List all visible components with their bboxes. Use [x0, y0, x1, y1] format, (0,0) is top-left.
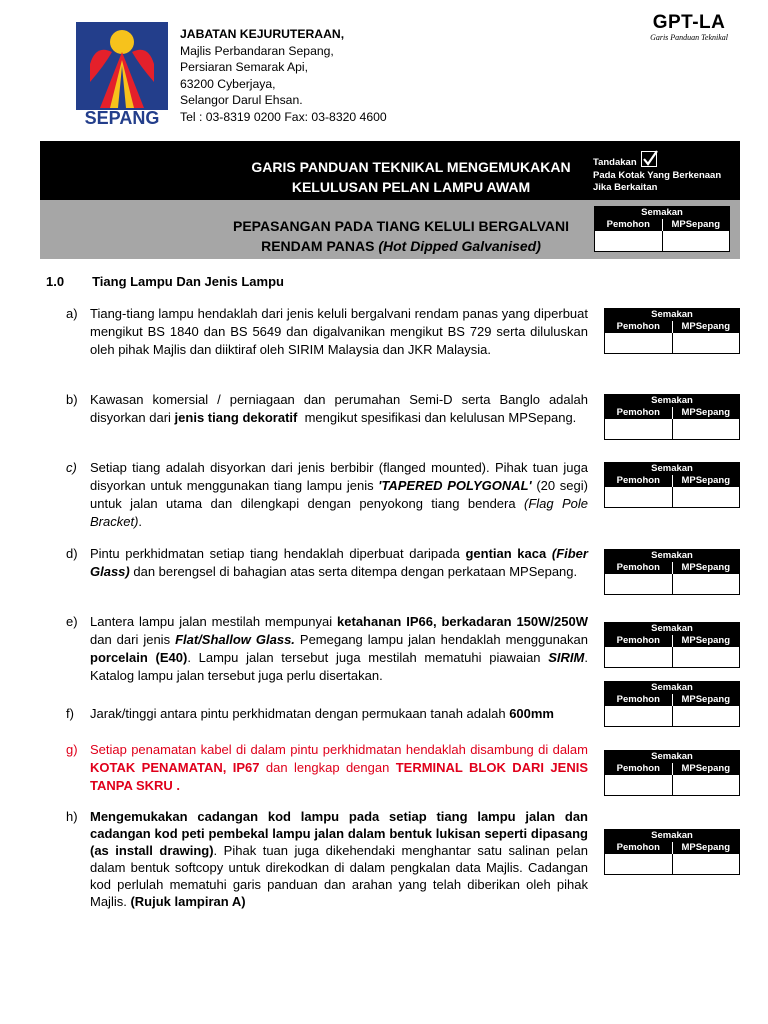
- pemohon-checkbox[interactable]: [595, 231, 663, 251]
- item-f: [66, 705, 588, 723]
- item-text: . Katalog lampu jalan tersebut juga perlu disertakan.: [90, 650, 588, 683]
- address-line: Majlis Perbandaran Sepang,: [180, 43, 334, 58]
- pemohon-checkbox[interactable]: [605, 574, 673, 594]
- semakan-title: Semakan: [605, 395, 739, 407]
- pemohon-checkbox[interactable]: [605, 419, 673, 439]
- mpsepang-label: MPSepang: [681, 321, 731, 332]
- item-text: Pemegang lampu jalan hendaklah menggunakan: [294, 632, 588, 647]
- item-text: dan dari jenis: [90, 632, 176, 647]
- item-text: Setiap tiang adalah disyorkan dari jenis berbibir (flanged mounted). Pihak tuan juga disyorkan untuk menggunakan tiang lampu jenis: [90, 460, 588, 493]
- item-bold-italic: (Fiber Glass): [90, 546, 588, 579]
- item-text: .: [138, 514, 143, 529]
- item-label: f): [66, 706, 74, 721]
- item-label: g): [66, 742, 78, 757]
- mpsepang-label: MPSepang: [681, 635, 731, 646]
- item-c: [66, 459, 588, 531]
- mpsepang-checkbox[interactable]: [673, 333, 740, 353]
- semakan-title: Semakan: [605, 623, 739, 635]
- item-bold: gentian kaca: [465, 546, 547, 561]
- item-label: e): [66, 614, 78, 629]
- item-bold: jenis tiang dekoratif: [174, 410, 298, 425]
- address-line: 63200 Cyberjaya,: [180, 76, 276, 91]
- item-bold: 600mm: [509, 706, 554, 721]
- item-text: Kawasan komersial / perniagaan dan perumahan Semi-D serta Banglo adalah disyorkan dari: [90, 392, 588, 425]
- semakan-box-g: [604, 750, 740, 796]
- department-name: JABATAN KEJURUTERAAN,: [180, 27, 345, 41]
- semakan-title: Semakan: [605, 751, 739, 763]
- item-label: c): [66, 460, 77, 475]
- mpsepang-checkbox[interactable]: [673, 706, 740, 726]
- item-bold: 'TAPERED POLYGONAL': [378, 478, 532, 493]
- semakan-box-e: [604, 622, 740, 668]
- mpsepang-checkbox[interactable]: [673, 419, 740, 439]
- tandakan-label: Tandakan: [593, 157, 637, 168]
- item-d: [66, 545, 588, 581]
- semakan-title: Semakan: [605, 463, 739, 475]
- pemohon-label: Pemohon: [605, 635, 673, 647]
- pemohon-checkbox[interactable]: [605, 854, 673, 874]
- item-text: (20 segi) untuk jalan utama dan dilengkapi dengan penyokong tiang bendera: [90, 478, 588, 511]
- item-e: [66, 613, 588, 685]
- item-label: h): [66, 809, 78, 824]
- semakan-box-a: [604, 308, 740, 354]
- address-line: Selangor Darul Ehsan.: [180, 93, 303, 107]
- title-banner: [40, 141, 740, 200]
- item-text: dan berengsel di bahagian atas serta ditempa dengan perkataan MPSepang.: [129, 564, 578, 579]
- item-bold-italic: SIRIM: [548, 650, 585, 665]
- item-italic: (Flag Pole Bracket): [90, 496, 589, 529]
- item-bold: ketahanan IP66, berkadaran 150W/250W: [337, 614, 588, 629]
- item-bold: (Rujuk lampiran A): [130, 894, 246, 909]
- mpsepang-label: MPSepang: [681, 763, 731, 774]
- mpsepang-label: MPSepang: [671, 219, 721, 230]
- semakan-box-header: [594, 206, 730, 252]
- subtitle-line: RENDAM PANAS: [261, 238, 375, 254]
- item-text: Setiap penamatan kabel di dalam pintu perkhidmatan hendaklah disambung di dalam: [90, 742, 588, 757]
- mpsepang-label: MPSepang: [681, 562, 731, 573]
- item-text: Jarak/tinggi antara pintu perkhidmatan dengan permukaan tanah adalah: [90, 706, 510, 721]
- section-heading: [46, 274, 312, 289]
- address-line: Persiaran Semarak Api,: [180, 60, 309, 74]
- mpsepang-checkbox[interactable]: [673, 854, 740, 874]
- pemohon-checkbox[interactable]: [605, 333, 673, 353]
- item-text: Tiang-tiang lampu hendaklah dari jenis keluli bergalvani rendam panas yang diperbuat mengikut BS 1840 dan BS 5649 dan digalvanikan mengikut BS 729 serta diluluskan oleh pihak Majlis dan diiktiraf oleh SIRIM Malaysia dan JKR Malaysia.: [90, 306, 588, 357]
- semakan-box-d: [604, 549, 740, 595]
- address-block: [180, 26, 387, 125]
- item-b: [66, 391, 588, 427]
- item-text: dan lengkap dengan: [259, 760, 396, 775]
- item-text: Pintu perkhidmatan setiap tiang hendaklah diperbuat daripada: [90, 546, 466, 561]
- item-label: b): [66, 392, 78, 407]
- mpsepang-label: MPSepang: [681, 407, 731, 418]
- item-label: a): [66, 306, 78, 321]
- item-bold: TERMINAL BLOK DARI JENIS TANPA SKRU .: [90, 760, 588, 793]
- semakan-box-b: [604, 394, 740, 440]
- mpsepang-checkbox[interactable]: [673, 775, 740, 795]
- semakan-box-c: [604, 462, 740, 508]
- section-title: Tiang Lampu Dan Jenis Lampu: [92, 274, 284, 289]
- tandakan-line: Pada Kotak Yang Berkenaan: [593, 169, 722, 181]
- tandakan-line: Jika Berkaitan: [593, 182, 658, 193]
- pemohon-label: Pemohon: [595, 219, 663, 231]
- pemohon-label: Pemohon: [605, 321, 673, 333]
- mpsepang-checkbox[interactable]: [673, 574, 740, 594]
- subtitle-line: PEPASANGAN PADA TIANG KELULI BERGALVANI: [232, 218, 569, 234]
- mpsepang-label: MPSepang: [681, 694, 731, 705]
- item-h: [66, 808, 588, 910]
- pemohon-label: Pemohon: [605, 407, 673, 419]
- semakan-title: Semakan: [605, 682, 739, 694]
- mpsepang-checkbox[interactable]: [673, 647, 740, 667]
- subtitle-italic: (Hot Dipped Galvanised): [378, 238, 541, 254]
- document-code: [650, 12, 728, 42]
- item-a: [66, 305, 588, 359]
- pemohon-label: Pemohon: [605, 694, 673, 706]
- semakan-title: Semakan: [605, 550, 739, 562]
- item-label: d): [66, 546, 78, 561]
- sepang-logo: [76, 22, 168, 132]
- pemohon-checkbox[interactable]: [605, 775, 673, 795]
- item-text: mengikut spesifikasi dan kelulusan MPSepang.: [297, 410, 577, 425]
- item-text: . Pihak tuan juga dikehendaki menghantar satu salinan pelan dalam bentuk softcopy untuk direkodkan di dalam pengkalan data Majlis. Cadangan kod perlulah mematuhi garis panduan dan arahan yang telah diberikan oleh pihak Majlis.: [90, 843, 588, 909]
- pemohon-checkbox[interactable]: [605, 487, 673, 507]
- pemohon-label: Pemohon: [605, 763, 673, 775]
- pemohon-checkbox[interactable]: [605, 647, 673, 667]
- semakan-box-f: [604, 681, 740, 727]
- mpsepang-label: MPSepang: [681, 842, 731, 853]
- item-bold-italic: Flat/Shallow Glass.: [175, 632, 295, 647]
- semakan-title: Semakan: [595, 207, 729, 219]
- mpsepang-checkbox[interactable]: [663, 231, 730, 251]
- pemohon-label: Pemohon: [605, 842, 673, 854]
- doc-code-subtitle: Garis Panduan Teknikal: [650, 33, 728, 42]
- item-bold: Mengemukakan cadangan kod lampu pada setiap tiang lampu jalan dan cadangan kod peti pembekal lampu jalan dalam bentuk lukisan seperti dipasang (as install drawing): [90, 809, 588, 858]
- item-g: [66, 741, 588, 795]
- document-title: [206, 157, 616, 197]
- item-text: . Lampu jalan tersebut juga mestilah mematuhi piawaian: [187, 650, 549, 665]
- semakan-box-h: [604, 829, 740, 875]
- title-line: KELULUSAN PELAN LAMPU AWAM: [291, 179, 531, 195]
- svg-text:SEPANG: SEPANG: [84, 108, 160, 128]
- contact-line: Tel : 03-8319 0200 Fax: 03-8320 4600: [180, 109, 387, 124]
- semakan-title: Semakan: [605, 830, 739, 842]
- item-bold: porcelain (E40): [90, 650, 188, 665]
- mpsepang-label: MPSepang: [681, 475, 731, 486]
- title-line: GARIS PANDUAN TEKNIKAL MENGEMUKAKAN: [251, 159, 571, 175]
- checkbox-tick-icon: [641, 151, 657, 167]
- doc-code: GPT-LA: [652, 12, 726, 33]
- tick-instruction: [593, 151, 721, 195]
- item-text: Lantera lampu jalan mestilah mempunyai: [90, 614, 338, 629]
- section-number: 1.0: [46, 274, 65, 289]
- pemohon-label: Pemohon: [605, 562, 673, 574]
- document-subtitle: [196, 216, 606, 256]
- pemohon-checkbox[interactable]: [605, 706, 673, 726]
- pemohon-label: Pemohon: [605, 475, 673, 487]
- mpsepang-checkbox[interactable]: [673, 487, 740, 507]
- item-bold: KOTAK PENAMATAN, IP67: [90, 760, 260, 775]
- sepang-emblem-icon: [76, 22, 168, 132]
- semakan-title: Semakan: [605, 309, 739, 321]
